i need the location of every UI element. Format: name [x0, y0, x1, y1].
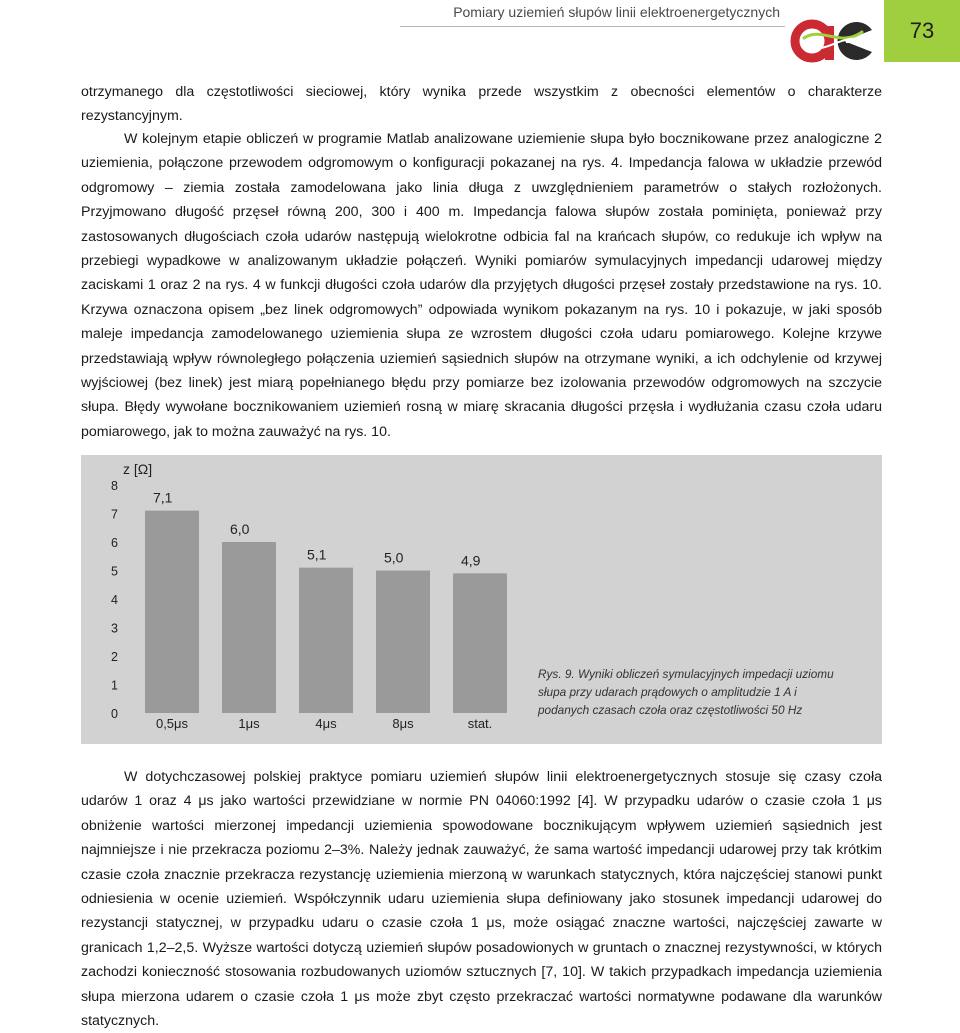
page-number-box — [884, 0, 960, 62]
y-tick-label: 5 — [111, 564, 118, 579]
y-tick-label: 2 — [111, 650, 118, 664]
data-label-2: 6,0 — [230, 521, 250, 537]
x-tick-label-5: stat. — [467, 716, 493, 731]
header-rule — [400, 26, 785, 27]
paragraph-matlab-analysis: W kolejnym etapie obliczeń w programie Matlab analizowane uziemienie słupa było bocznikowane przez analogiczne 2 uziemienia, połączone przewodem odgromowym o konfiguracji pokazanej na rys. 4. Impedancja falowa w układzie przewód odgromowy – ziemia została zamodelowana jako linia długa z uwzględnieniem parametrów o stałych rozłożonych. Przyjmowano długość przęseł równą 200, 300 i 400 m. Impedancja falowa słupów została pominięta, ponieważ przy zastosowanych długościach czoła udarów następują wielokrotne odbicia fal na krańcach słupów, co redukuje ich wpływ na przebiegi wypadkowe w analizowanym układzie połączeń. Wyniki pomiarów symulacyjnych impedancji udarowej między zaciskami 1 oraz 2 na rys. 4 w funkcji długości czoła udarów dla przyjętych długości przęseł zostały przedstawione na rys. 10. Krzywa oznaczona opisem „bez linek odgromowych” odpowiada wynikom pokazanym na rys. 10 i pokazuje, w jaki sposób maleje impedancja zamodelowanego uziemienia słupa ze wzrostem długości czoła udaru pomiarowego. Kolejne krzywe przedstawiają wpływ równoległego połączenia uziemień sąsiednich słupów na otrzymane wyniki, a ich odchylenie od krzywej wyjściowej (bez linek) jest miarą popełnianego błędu przy pomiarze bez izolowania przewodów odgromowych na szczycie słupa. Błędy wywołane bocznikowaniem uziemień rosną w miarę skracania długości przęsła i wydłużania czasu czoła udaru pomiarowego, jak to można zauważyć na rys. 10. — [81, 131, 882, 440]
data-label-1: 7,1 — [153, 489, 173, 506]
data-label-5: 4,9 — [461, 552, 481, 569]
paragraph-polish-practice: W dotychczasowej polskiej praktyce pomiaru uziemień słupów linii elektroenergetycznych stosuje się czasy czoła udarów 1 oraz 4 μs jako wartości przewidziane w normie PN 04060:1992 [4]. W przypadku udarów o czasie czoła 1 μs obniżenie wartości mierzonej impedancji uziemienia spowodowane bocznikującym wpływem uziemień sąsiednich jest najmniejsze i nie przekracza poziomu 2–3%. Należy jednak zauważyć, że sama wartość impedancji udarowej przy tak krótkim czasie czoła znacznie przekracza rezystancję uziemienia mierzoną w warunkach statycznych, która najczęściej stanowi punkt odniesienia w ocenie uziemień. Współczynnik udaru uziemienia słupa definiowany jako stosunek impedancji udarowej do rezystancji statycznej, w przypadku udaru o czasie czoła 1 μs, może osiągać znaczne wartości, najczęściej zawarte w granicach 1,2–2,5. Wyższe wartości dotyczą uziemień słupów posadowionych w gruntach o znacznej rezystywności, w których zachodzi konieczność stosowania rozbudowanych uziomów sztucznych [7, 10]. W takich przypadkach impedancja uziemienia słupa mierzona udarem o czasie czoła 1 μs może zbyt często przekraczać wartości normatywne podawane dla warunków statycznych. — [81, 769, 882, 1030]
y-tick-label: 6 — [111, 536, 118, 550]
x-tick-label-2: 1μs — [238, 716, 260, 731]
bar-5 — [453, 573, 507, 713]
bar-3 — [299, 568, 353, 713]
y-tick-label: 7 — [111, 507, 118, 522]
journal-logo-icon — [788, 8, 882, 66]
bar-1 — [145, 511, 199, 713]
bar-4 — [376, 571, 430, 714]
x-tick-label-3: 4μs — [315, 716, 337, 731]
y-tick-label: 0 — [111, 707, 118, 721]
y-tick-label: 8 — [111, 479, 118, 493]
figure-caption: Rys. 9. Wyniki obliczeń symulacyjnych impedacji uziomu słupa przy udarach prądowych o amplitudzie 1 A i podanych czasach czoła oraz częstotliwości 50 Hz — [538, 667, 834, 717]
y-tick-label: 3 — [111, 621, 118, 636]
page-number: 73 — [909, 18, 935, 43]
paragraph-continuation: otrzymanego dla częstotliwości sieciowej, który wynika przede wszystkim z obecności elementów o charakterze rezystancyjnym. — [81, 84, 882, 125]
y-tick-label: 4 — [111, 593, 118, 607]
running-title: Pomiary uziemień słupów linii elektroenergetycznych — [453, 4, 780, 20]
data-label-3: 5,1 — [307, 546, 327, 563]
x-tick-label-1: 0,5μs — [155, 716, 189, 731]
x-tick-label-4: 8μs — [392, 716, 414, 731]
data-label-4: 5,0 — [384, 549, 404, 566]
y-axis-label: z [Ω] — [123, 461, 153, 477]
y-tick-label: 1 — [111, 678, 118, 693]
figure-9 — [81, 455, 882, 744]
bar-2 — [222, 542, 276, 713]
